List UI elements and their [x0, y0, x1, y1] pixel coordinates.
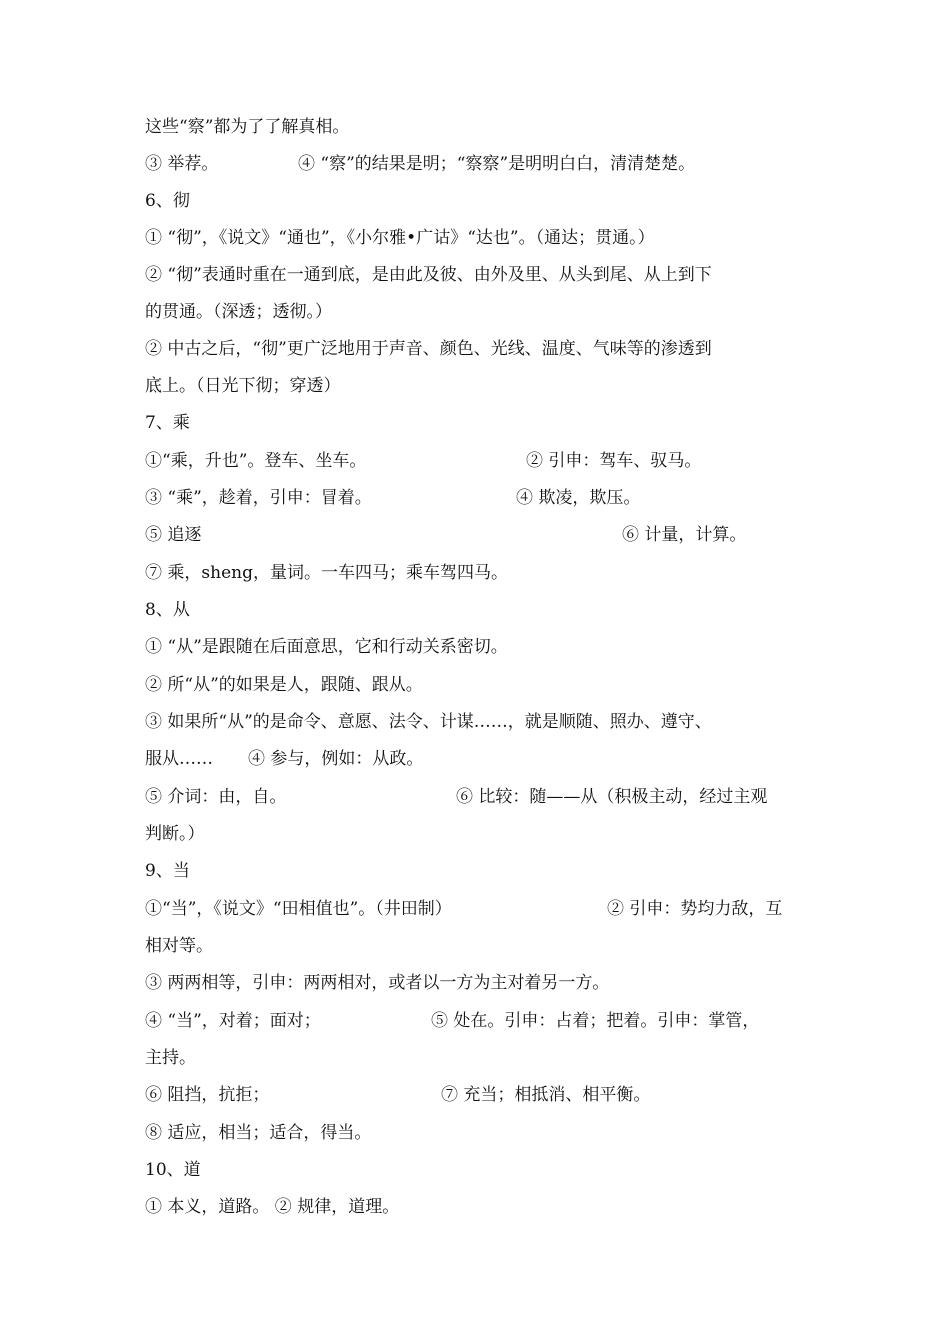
- text-line: ③ 举荐。: [145, 154, 219, 174]
- text-line: 主持。: [145, 1048, 196, 1068]
- section-heading: 7、乘: [145, 413, 190, 433]
- text-line: ⑦ 乘，sheng，量词。一车四马；乘车驾四马。: [145, 563, 508, 583]
- text-line: 相对等。: [145, 936, 213, 956]
- text-line: ③ 两两相等，引申：两两相对，或者以一方为主对着另一方。: [145, 973, 610, 993]
- text-line-second-column: ⑥ 比较：随——从（积极主动，经过主观: [456, 787, 768, 807]
- text-line: ① “从”是跟随在后面意思，它和行动关系密切。: [145, 637, 508, 657]
- section-heading: 8、从: [145, 600, 190, 620]
- text-line: ③ 如果所“从”的是命令、意愿、法令、计谋……，就是顺随、照办、遵守、: [145, 712, 712, 732]
- text-line: ① “彻”，《说文》“通也”，《小尔雅•广诂》“达也”。（通达；贯通。）: [145, 228, 655, 248]
- text-line-second-column: ② 引申：势均力敌，互: [607, 899, 783, 919]
- text-line-second-column: ② 引申：驾车、驭马。: [526, 451, 702, 471]
- text-line: ①“当”，《说文》“田相值也”。（井田制）: [145, 899, 452, 919]
- text-line: 服从……: [145, 749, 213, 769]
- text-line: ⑧ 适应，相当；适合，得当。: [145, 1123, 372, 1143]
- text-line: ⑥ 阻挡，抗拒；: [145, 1085, 270, 1105]
- text-line-second-column: ④ 参与，例如：从政。: [248, 749, 424, 769]
- text-line: ② 所“从”的如果是人，跟随、跟从。: [145, 675, 423, 695]
- text-line: ③ “乘”，趁着，引申：冒着。: [145, 488, 372, 508]
- text-line: ①“乘，升也”。登车、坐车。: [145, 451, 367, 471]
- text-line-second-column: ④ 欺凌，欺压。: [516, 488, 641, 508]
- text-line-second-column: ④ “察”的结果是明；“察察”是明明白白，清清楚楚。: [298, 154, 696, 174]
- section-heading: 6、彻: [145, 191, 190, 211]
- text-line: ① 本义，道路。 ② 规律，道理。: [145, 1197, 400, 1217]
- text-line: 判断。）: [145, 824, 205, 844]
- text-line: 这些“察”都为了了解真相。: [145, 117, 350, 137]
- text-line: ④ “当”，对着；面对；: [145, 1011, 321, 1031]
- text-line-second-column: ⑤ 处在。引申：占着；把着。引申：掌管，: [431, 1011, 760, 1031]
- text-line: ② 中古之后，“彻”更广泛地用于声音、颜色、光线、温度、气味等的渗透到: [145, 339, 712, 359]
- section-heading: 9、当: [145, 861, 190, 881]
- text-line-second-column: ⑦ 充当；相抵消、相平衡。: [441, 1085, 651, 1105]
- text-line: 的贯通。（深透；透彻。）: [145, 302, 332, 322]
- text-line: ⑤ 介词：由，自。: [145, 787, 287, 807]
- text-line: 底上。（日光下彻；穿透）: [145, 376, 341, 396]
- text-line: ② “彻”表通时重在一通到底，是由此及彼、由外及里、从头到尾、从上到下: [145, 265, 712, 285]
- text-line: ⑤ 追逐: [145, 525, 202, 545]
- section-heading: 10、道: [145, 1160, 201, 1180]
- text-line-second-column: ⑥ 计量，计算。: [622, 525, 747, 545]
